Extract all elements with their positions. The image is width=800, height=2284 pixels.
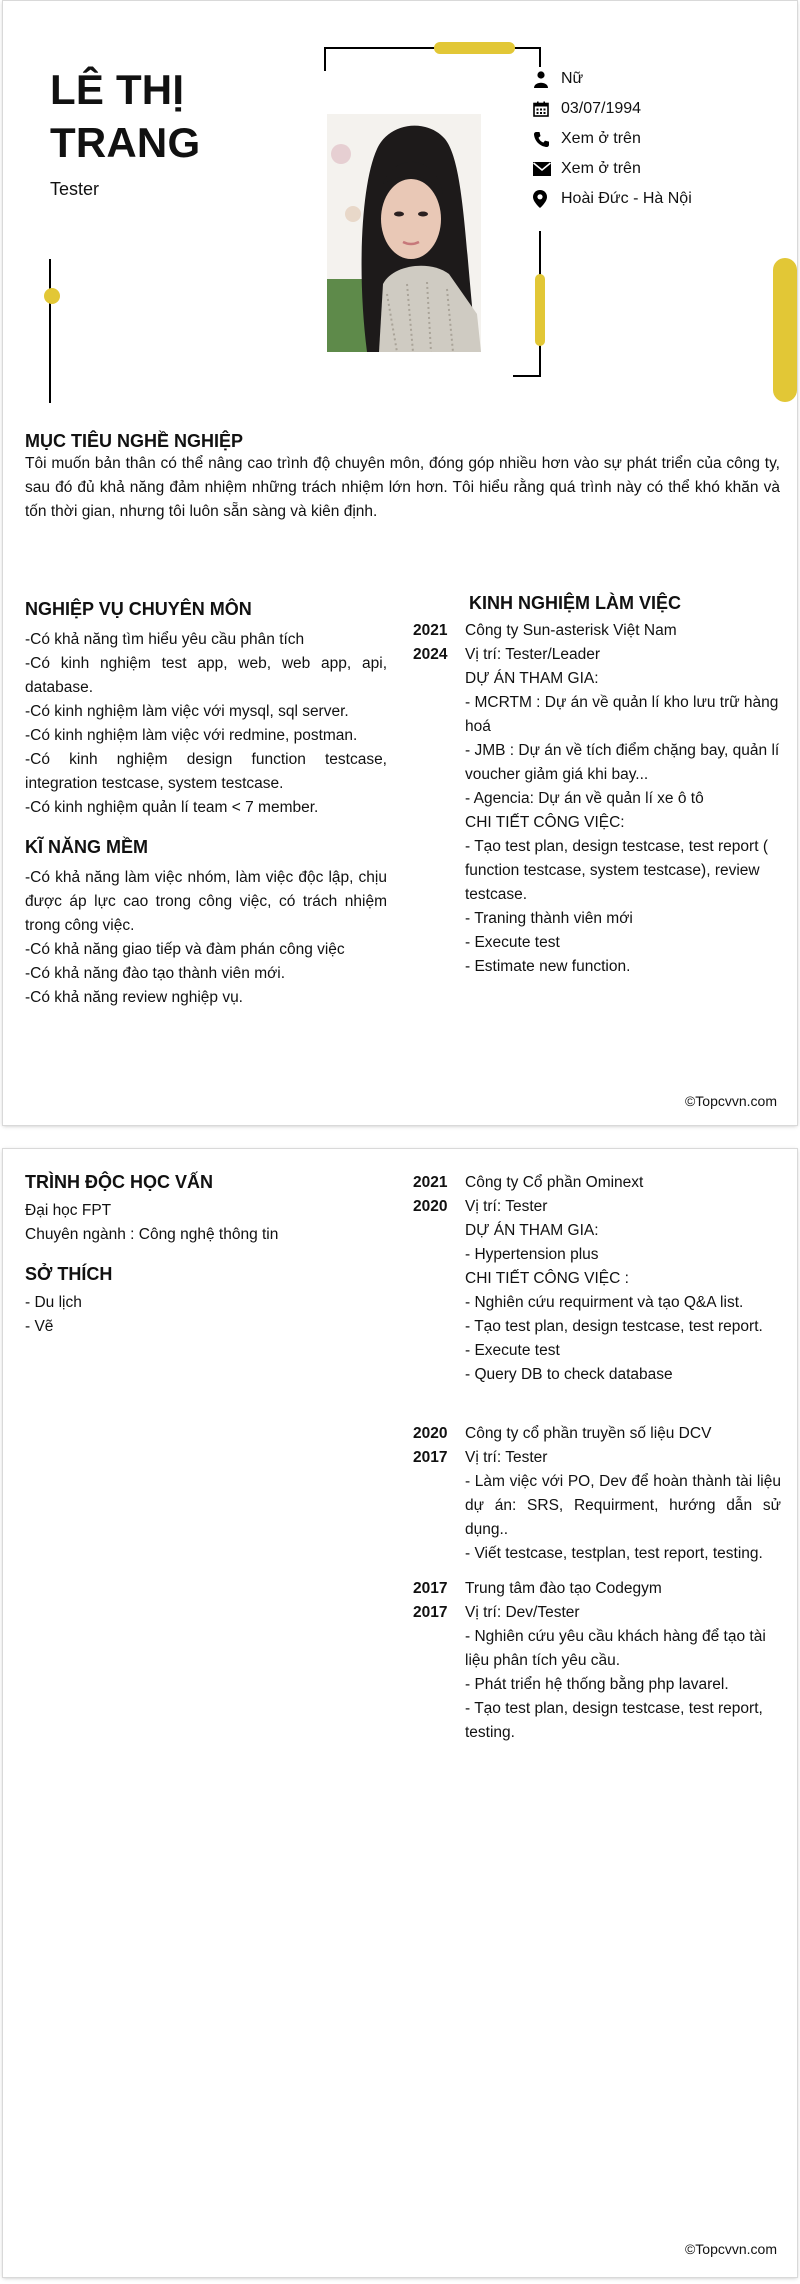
company-name: Công ty Sun-asterisk Việt Nam (465, 622, 677, 639)
position: Vị trí: Tester/Leader (465, 646, 600, 663)
experience-item (413, 1577, 781, 1745)
experience-title: KINH NGHIỆM LÀM VIỆC (469, 593, 682, 613)
mail-icon (533, 160, 553, 178)
detail-line: - Nghiên cứu requirment và tạo Q&A list. (465, 1294, 744, 1311)
list-item: -Có khả năng làm việc nhóm, làm việc độc lập, chịu được áp lực cao trong công việc, có trách nhiệm trong công việc. (25, 869, 387, 934)
year-from: 2020 (413, 1425, 448, 1442)
cv-page-2 (3, 1149, 797, 2277)
experience-item (413, 1171, 781, 1387)
objective-title: MỤC TIÊU NGHỀ NGHIỆP (25, 431, 244, 451)
detail-line: - JMB : Dự án về tích điểm chặng bay, quản lí voucher giảm giá khi bay... (465, 742, 780, 783)
year-to: 2017 (413, 1449, 448, 1466)
phone-icon (533, 130, 553, 148)
position: Vị trí: Dev/Tester (465, 1604, 580, 1621)
calendar-icon (533, 100, 553, 118)
detail-line: - Phát triển hệ thống bằng php lavarel. (465, 1676, 729, 1693)
list-item: -Có khả năng review nghiệp vụ. (25, 989, 243, 1006)
footer-copyright: ©Topcvvn.com (684, 1093, 777, 1109)
contact-value: Xem ở trên (561, 130, 641, 147)
detail-line: - Estimate new function. (465, 958, 631, 975)
frame-right-accent (535, 274, 545, 346)
frame-right-tick (539, 47, 541, 67)
year-from: 2021 (413, 1174, 448, 1191)
list-item: -Có kinh nghiệm test app, web, web app, api, database. (25, 655, 387, 696)
detail-line: CHI TIẾT CÔNG VIỆC: (465, 814, 625, 831)
company-name: Công ty Cổ phần Ominext (465, 1174, 644, 1191)
company-name: Công ty cổ phần truyền số liệu DCV (465, 1425, 712, 1442)
decor-left-line (49, 259, 51, 403)
contact-gender (533, 68, 583, 90)
list-item: -Có khả năng tìm hiểu yêu cầu phân tích (25, 631, 305, 648)
detail-line: - Tạo test plan, design testcase, test report. (465, 1318, 763, 1335)
list-item: -Có khả năng giao tiếp và đàm phán công việc (25, 941, 345, 958)
detail-line: - Làm việc với PO, Dev để hoàn thành tài liệu dự án: SRS, Requirment, hướng dẫn sử dụng.. (465, 1473, 781, 1538)
hobby-item: - Vẽ (25, 1318, 54, 1335)
contact-phone (533, 128, 641, 150)
portrait-image (327, 114, 481, 352)
detail-line: - Execute test (465, 934, 560, 951)
detail-line: - Tạo test plan, design testcase, test report, testing. (465, 1700, 763, 1741)
job-title: Tester (50, 179, 100, 199)
decor-left-dot (44, 288, 60, 304)
professional-skills-list (25, 628, 387, 820)
profile-photo (327, 114, 481, 352)
cv-page-1 (3, 1, 797, 1125)
location-pin-icon (533, 190, 553, 208)
year-to: 2024 (413, 646, 448, 663)
soft-skills-title: KĨ NĂNG MỀM (25, 837, 148, 857)
education-major: Chuyên ngành : Công nghệ thông tin (25, 1226, 279, 1243)
list-item: -Có khả năng đào tạo thành viên mới. (25, 965, 286, 982)
contact-value: Hoài Đức - Hà Nội (561, 190, 692, 207)
contact-value: Nữ (561, 70, 584, 87)
detail-line: - Viết testcase, testplan, test report, testing. (465, 1545, 763, 1562)
list-item: -Có kinh nghiệm quản lí team < 7 member. (25, 799, 319, 816)
education-school: Đại học FPT (25, 1202, 112, 1219)
year-from: 2017 (413, 1580, 448, 1597)
soft-skills-list (25, 866, 387, 1010)
year-from: 2021 (413, 622, 448, 639)
position: Vị trí: Tester (465, 1198, 548, 1215)
decor-right-pill (773, 258, 797, 402)
experience-item (413, 619, 781, 979)
detail-line: DỰ ÁN THAM GIA: (465, 670, 599, 687)
detail-line: - Hypertension plus (465, 1246, 599, 1263)
contact-value: Xem ở trên (561, 160, 641, 177)
objective-text: Tôi muốn bản thân có thể nâng cao trình độ chuyên môn, đóng góp nhiều hơn vào sự phát triển của công ty, sau đó đủ khả năng đảm nhiệm những trách nhiệm lớn hơn. Tôi hiểu rằng quá trình này có thể khó khăn và tốn thời gian, nhưng tôi luôn sẵn sàng và kiên định. (25, 455, 780, 520)
experience-item (413, 1422, 781, 1566)
detail-line: - Nghiên cứu yêu cầu khách hàng để tạo tài liệu phân tích yêu cầu. (465, 1628, 766, 1669)
hobbies-title: SỞ THÍCH (25, 1264, 113, 1284)
company-name: Trung tâm đào tạo Codegym (465, 1580, 662, 1597)
detail-line: - Tạo test plan, design testcase, test report ( function testcase, system testcase), review testcase. (465, 838, 768, 903)
detail-line: - Query DB to check database (465, 1366, 673, 1383)
list-item: -Có kinh nghiệm design function testcase, integration testcase, system testcase. (25, 751, 387, 792)
frame-top-accent (434, 42, 515, 54)
detail-line: - Traning thành viên mới (465, 910, 633, 927)
frame-left-tick (324, 47, 326, 71)
contact-email (533, 158, 641, 180)
detail-line: - Agencia: Dự án về quản lí xe ô tô (465, 790, 704, 807)
detail-line: DỰ ÁN THAM GIA: (465, 1222, 599, 1239)
frame-bottom-line (513, 375, 541, 377)
education-title: TRÌNH ĐỘC HỌC VẤN (25, 1172, 213, 1192)
year-to: 2020 (413, 1198, 448, 1215)
contact-location (533, 188, 692, 210)
professional-skills-title: NGHIỆP VỤ CHUYÊN MÔN (25, 599, 252, 619)
detail-line: CHI TIẾT CÔNG VIỆC : (465, 1270, 629, 1287)
list-item: -Có kinh nghiệm làm việc với redmine, postman. (25, 727, 358, 744)
user-icon (533, 70, 553, 88)
candidate-name: LÊ THỊ TRANG (50, 66, 201, 166)
hobby-item: - Du lịch (25, 1294, 82, 1311)
detail-line: - Execute test (465, 1342, 560, 1359)
list-item: -Có kinh nghiệm làm việc với mysql, sql server. (25, 703, 349, 720)
position: Vị trí: Tester (465, 1449, 548, 1466)
footer-copyright: ©Topcvvn.com (684, 2241, 777, 2257)
contact-value: 03/07/1994 (561, 100, 642, 117)
contact-birthday (533, 98, 641, 120)
year-to: 2017 (413, 1604, 448, 1621)
detail-line: - MCRTM : Dự án về quản lí kho lưu trữ hàng hoá (465, 694, 779, 735)
